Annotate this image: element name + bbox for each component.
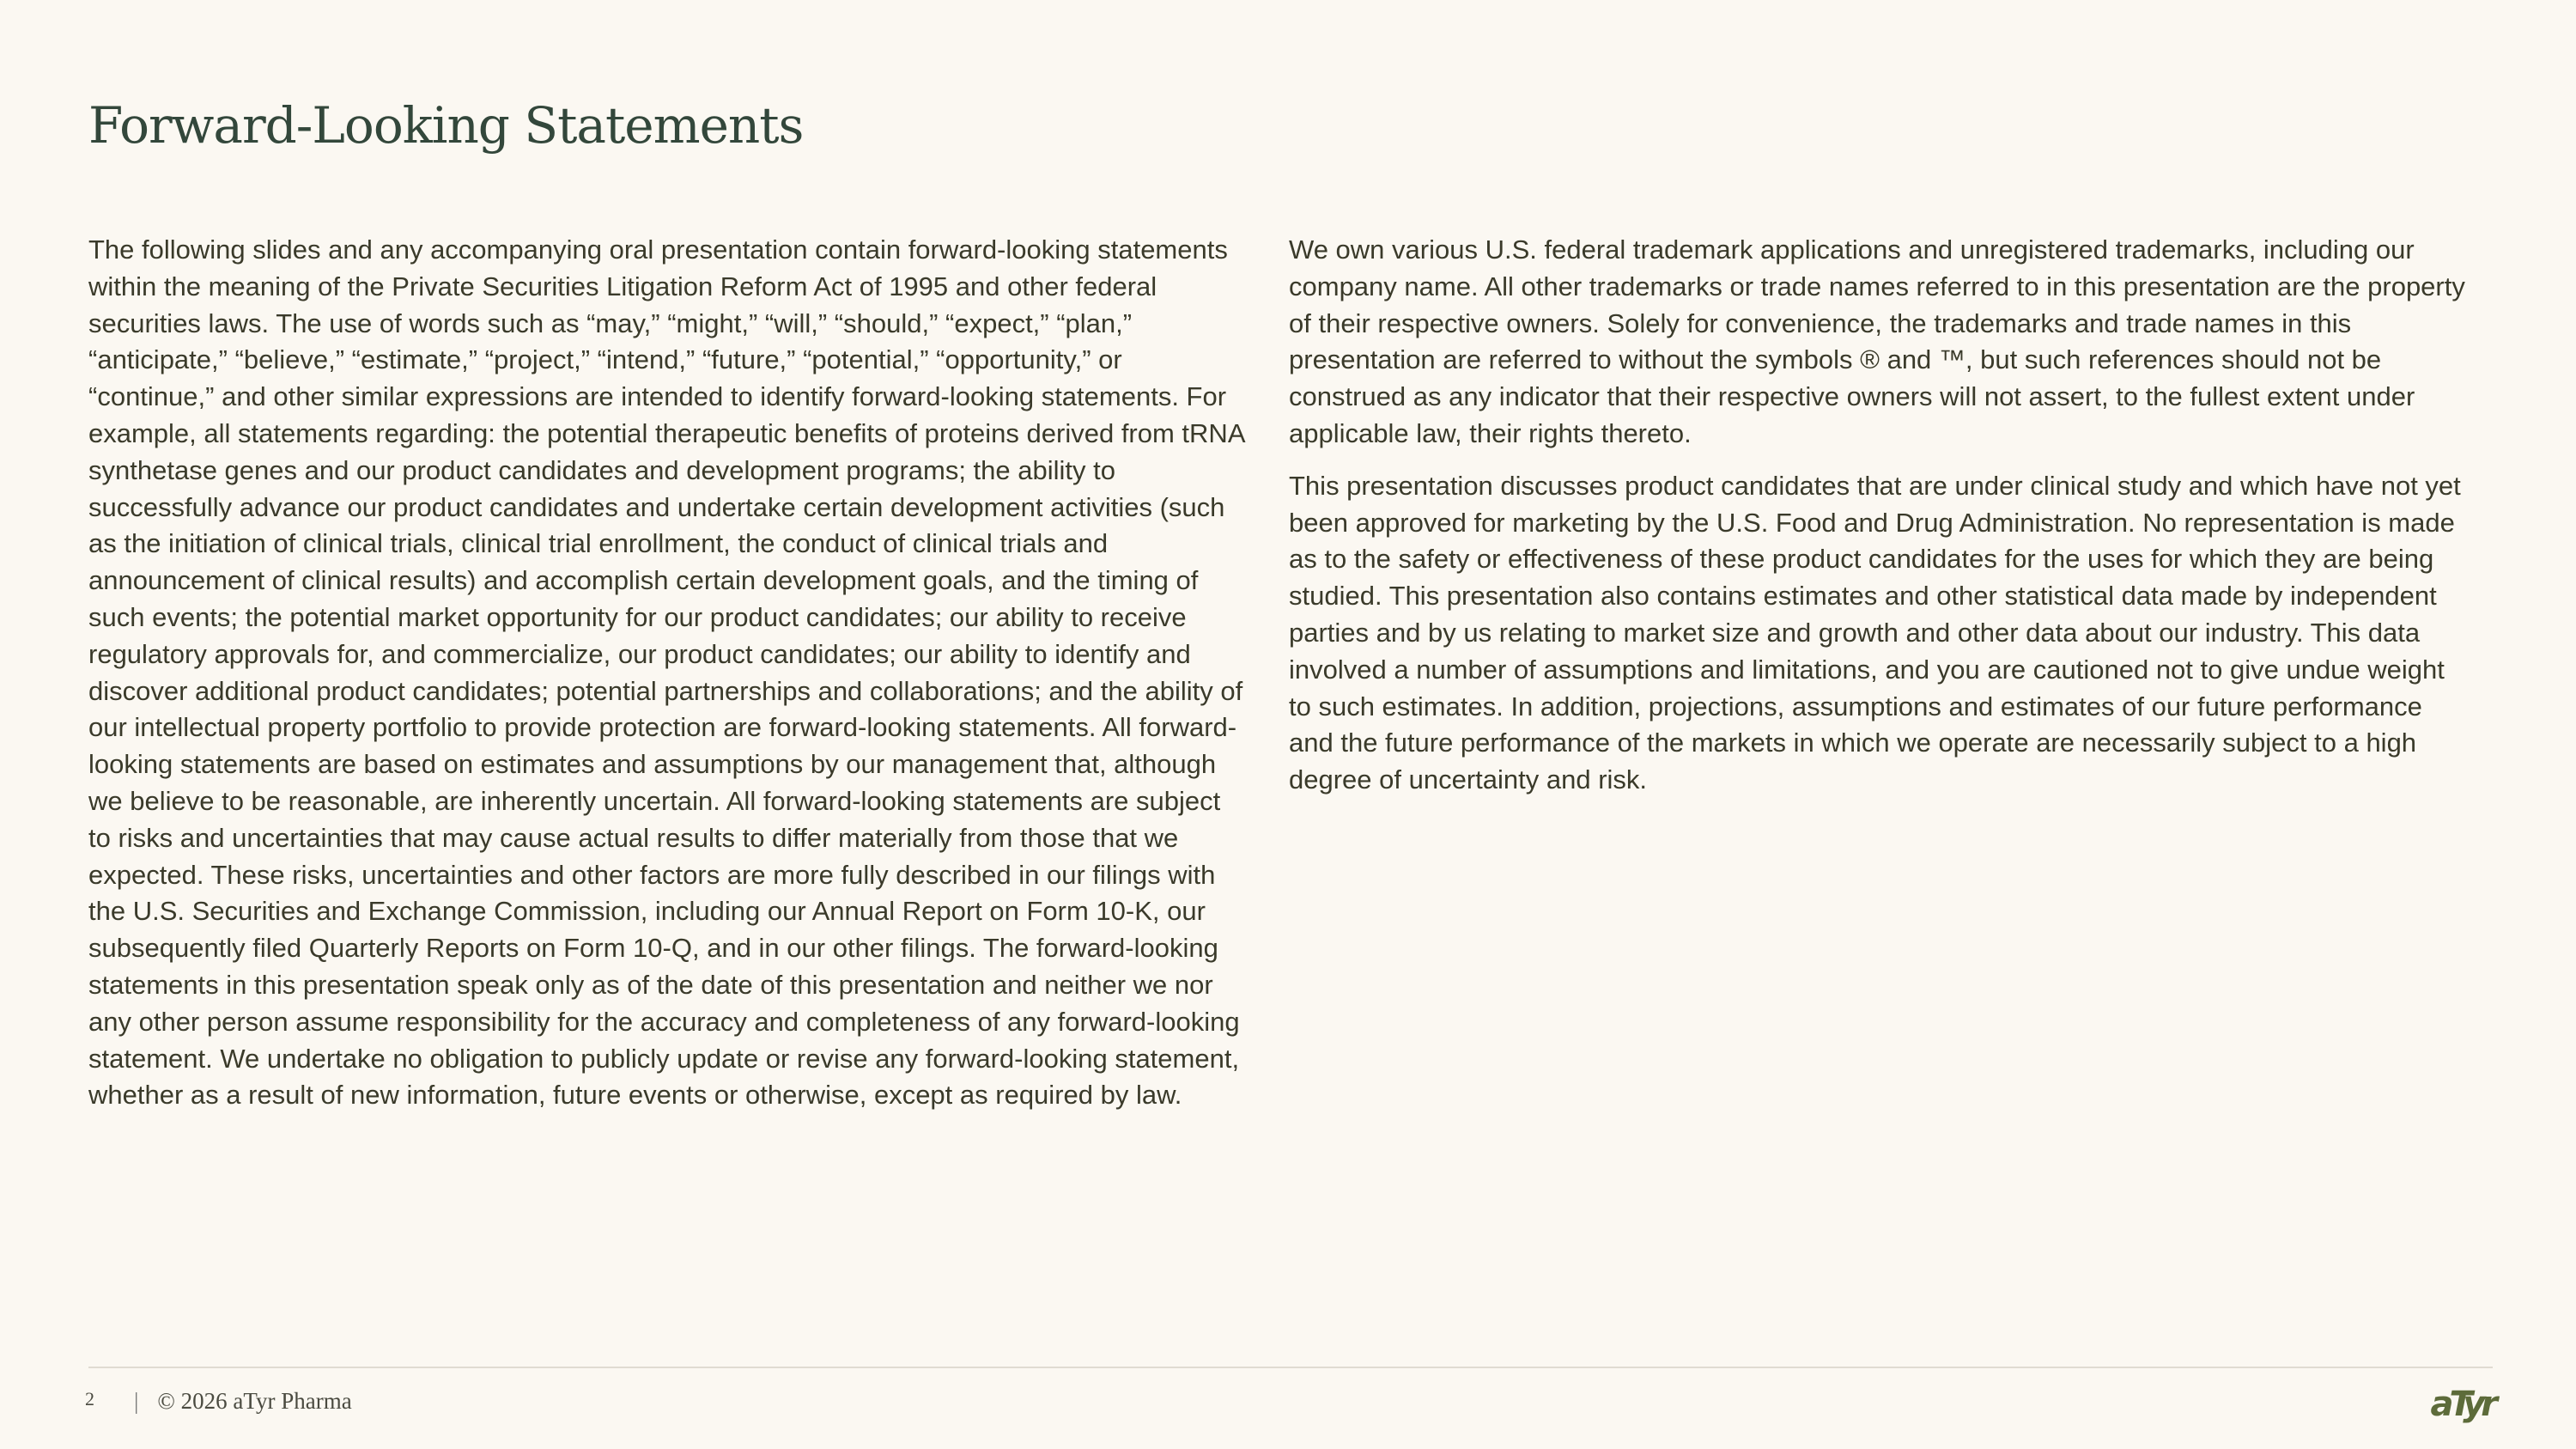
slide-title: Forward-Looking Statements <box>88 96 804 155</box>
copyright-text: © 2026 aTyr Pharma <box>157 1388 352 1414</box>
footer-separator: | <box>134 1388 139 1414</box>
forward-looking-paragraph: The following slides and any accompanying oral presentation contain forward-looking statements within the meaning of the Private Securities Litigation Reform Act of 1995 and other federal securities laws. The use of words such as “may,” “might,” “will,” “should,” “expect,” “plan,” “anticipate,” “believe,” “estimate,” “project,” “intend,” “future,” “potential,” “opportunity,” or “continue,” and other similar expressions are intended to identify forward-looking statements. For example, all statements regarding: the potential therapeutic benefits of proteins derived from tRNA synthetase genes and our product candidates and development programs; the ability to successfully advance our product candidates and undertake certain development activities (such as the initiation of clinical trials, clinical trial enrollment, the conduct of clinical trials and announcement of clinical results) and accomplish certain development goals, and the timing of such events; the potential market opportunity for our product candidates; our ability to receive regulatory approvals for, and commercialize, our product candidates; our ability to identify and discover additional product candidates; potential partnerships and collaborations; and the ability of our intellectual property portfolio to provide protection are forward-looking statements. All forward-looking statements are based on estimates and assumptions by our management that, although we believe to be reasonable, are inherently uncertain. All forward-looking statements are subject to risks and uncertainties that may cause actual results to differ materially from those that we expected. These risks, uncertainties and other factors are more fully described in our filings with the U.S. Securities and Exchange Commission, including our Annual Report on Form 10-K, our subsequently filed Quarterly Reports on Form 10-Q, and in our other filings. The forward-looking statements in this presentation speak only as of the date of this presentation and neither we nor any other person assume responsibility for the accuracy and completeness of any forward-looking statement. We undertake no obligation to publicly update or revise any forward-looking statement, whether as a result of new information, future events or otherwise, except as required by law. <box>88 234 1244 1111</box>
right-column <box>1289 232 2474 814</box>
footer <box>85 1388 352 1415</box>
trademark-paragraph: We own various U.S. federal trademark applications and unregistered trademarks, including our company name. All other trademarks or trade names referred to in this presentation are the property of their respective owners. Solely for convenience, the trademarks and trade names in this presentation are referred to without the symbols ® and ™, but such references should not be construed as any indicator that their respective owners will not assert, to the fullest extent under applicable law, their rights thereto. <box>1289 234 2465 448</box>
clinical-disclaimer-paragraph: This presentation discusses product candidates that are under clinical study and which have not yet been approved for marketing by the U.S. Food and Drug Administration. No representation is made as to the safety or effectiveness of these product candidates for the uses for which they are being studied. This presentation also contains estimates and other statistical data made by independent parties and by us relating to market size and growth and other data about our industry. This data involved a number of assumptions and limitations, and you are cautioned not to give undue weight to such estimates. In addition, projections, assumptions and estimates of our future performance and the future performance of the markets in which we operate are necessarily subject to a high degree of uncertainty and risk. <box>1289 470 2461 795</box>
left-column <box>88 232 1248 1129</box>
page-number: 2 <box>85 1387 94 1409</box>
atyr-logo: aTyr <box>2430 1385 2494 1424</box>
footer-divider <box>88 1367 2493 1368</box>
